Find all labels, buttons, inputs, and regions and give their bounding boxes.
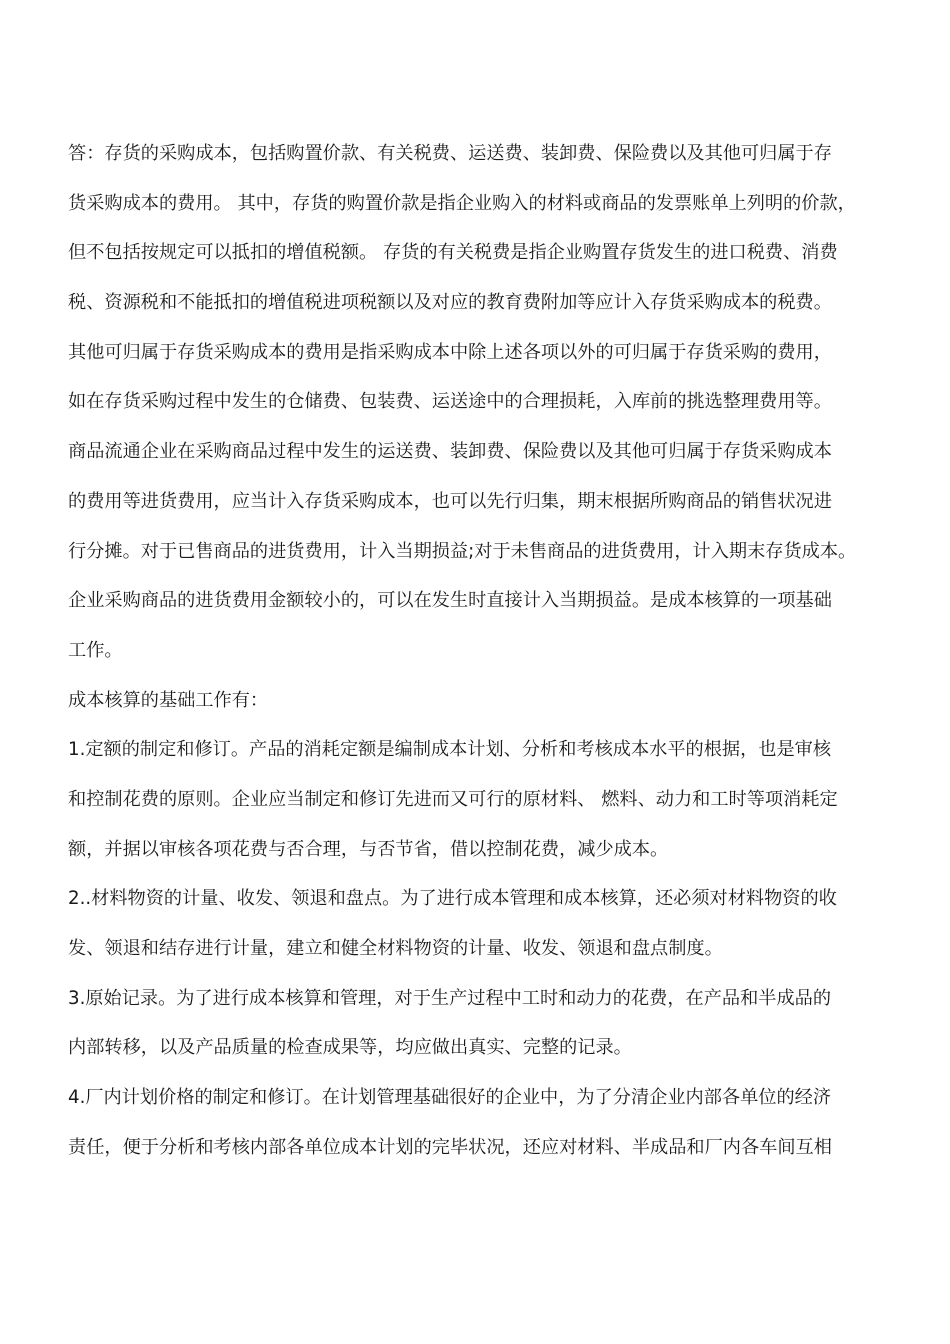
text-line: 税、资源税和不能抵扣的增值税进项税额以及对应的教育费附加等应计入存货采购成本的税费。 bbox=[68, 292, 832, 314]
text-line: 额，并据以审核各项花费与否合理，与否节省，借以控制花费，减少成本。 bbox=[68, 838, 669, 860]
text-line: 发、领退和结存进行计量，建立和健全材料物资的计量、收发、领退和盘点制度。 bbox=[68, 938, 723, 959]
text-line: 答：存货的采购成本，包括购置价款、有关税费、运送费、装卸费、保险费以及其他可归属于存 bbox=[68, 143, 832, 164]
text-line: 如在存货采购过程中发生的仓储费、包装费、运送途中的合理损耗，入库前的挑选整理费用等。 bbox=[68, 391, 832, 413]
text-line: 其他可归属于存货采购成本的费用是指采购成本中除上述各项以外的可归属于存货采购的费用， bbox=[68, 341, 832, 363]
text-line: 行分摊。对于已售商品的进货费用，计入当期损益;对于未售商品的进货费用，计入期末存货成本。 bbox=[68, 540, 857, 562]
text-line: 的费用等进货费用，应当计入存货采购成本，也可以先行归集，期末根据所购商品的销售状况进 bbox=[68, 490, 832, 512]
section-heading: 成本核算的基础工作有： bbox=[68, 689, 269, 711]
text-line: 3.原始记录。为了进行成本核算和管理，对于生产过程中工时和动力的花费，在产品和半成品的 bbox=[68, 987, 832, 1009]
text-line: 但不包括按规定可以抵扣的增值税额。 存货的有关税费是指企业购置存货发生的进口税费、消费 bbox=[68, 242, 838, 264]
text-line: 企业采购商品的进货费用金额较小的，可以在发生时直接计入当期损益。是成本核算的一项基础 bbox=[68, 590, 832, 612]
text-line: 商品流通企业在采购商品过程中发生的运送费、装卸费、保险费以及其他可归属于存货采购成本 bbox=[68, 441, 832, 463]
text-line: 1.定额的制定和修订。产品的消耗定额是编制成本计划、分析和考核成本水平的根据，也是审核 bbox=[68, 739, 832, 761]
document-body bbox=[68, 129, 898, 1172]
text-line: 责任，便于分析和考核内部各单位成本计划的完毕状况，还应对材料、半成品和厂内各车间互相 bbox=[68, 1136, 832, 1158]
text-line: 货采购成本的费用。 其中，存货的购置价款是指企业购入的材料或商品的发票账单上列明的价款， bbox=[68, 192, 856, 214]
text-line: 内部转移，以及产品质量的检查成果等，均应做出真实、完整的记录。 bbox=[68, 1037, 632, 1059]
text-line: 工作。 bbox=[68, 639, 123, 661]
text-line: 2..材料物资的计量、收发、领退和盘点。为了进行成本管理和成本核算，还必须对材料物资的收 bbox=[68, 888, 837, 910]
text-line: 4.厂内计划价格的制定和修订。在计划管理基础很好的企业中，为了分清企业内部各单位的经济 bbox=[68, 1087, 832, 1109]
text-line: 和控制花费的原则。企业应当制定和修订先进而又可行的原材料、 燃料、动力和工时等项消耗定 bbox=[68, 788, 838, 810]
